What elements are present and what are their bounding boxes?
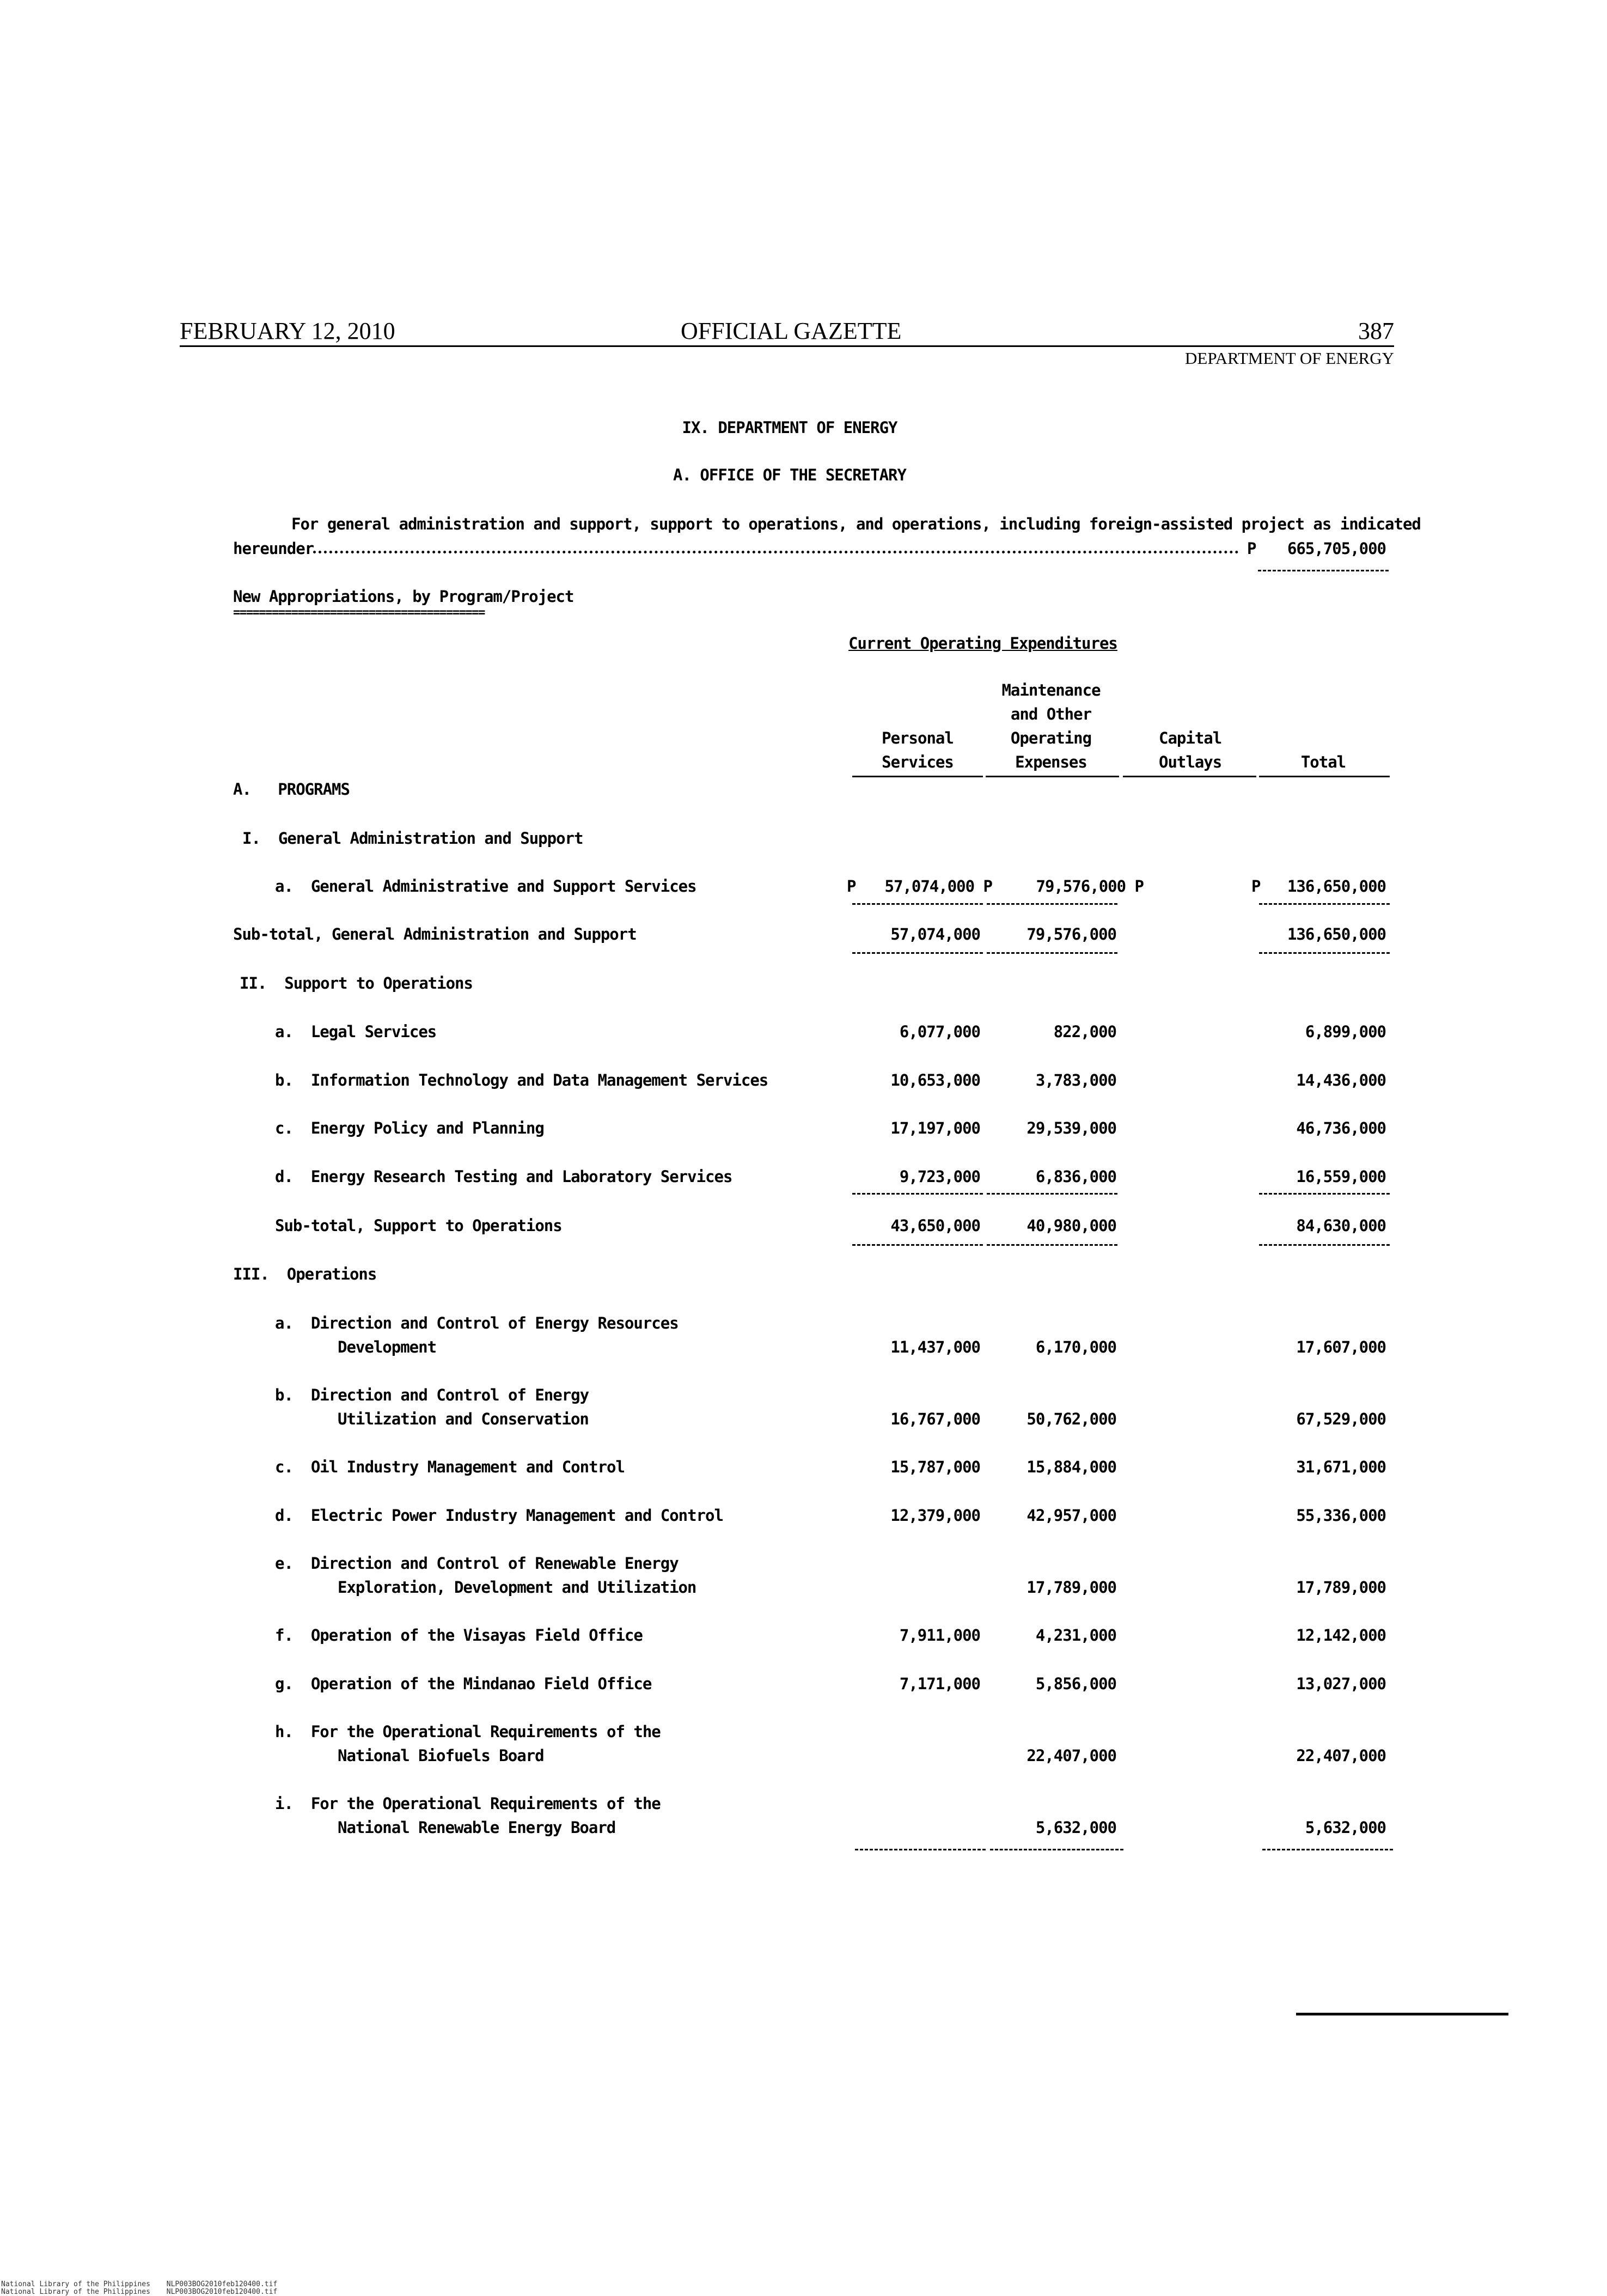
- intro-amount: 665,705,000: [1287, 539, 1386, 558]
- sto-row-ps: 6,077,000: [899, 1022, 980, 1041]
- column-mooe-line1: Maintenance: [1001, 681, 1101, 699]
- footer-line-1: [1, 2280, 277, 2288]
- sto-subtotal-rule-total: [1259, 1244, 1390, 1246]
- ops-row-label: i. For the Operational Requirements of the: [275, 1794, 661, 1813]
- intro-peso: P: [1247, 539, 1256, 558]
- scan-mark: [1296, 2013, 1508, 2015]
- header-page-number: 387: [1358, 318, 1394, 344]
- ops-row-label-cont: Exploration, Development and Utilization: [338, 1578, 696, 1597]
- ops-row-mooe: 22,407,000: [1026, 1746, 1116, 1765]
- ops-row-label: f. Operation of the Visayas Field Office: [275, 1626, 643, 1645]
- sto-row-label: b. Information Technology and Data Management Services: [275, 1071, 768, 1089]
- gas-item-rule-mooe: [987, 903, 1117, 905]
- sto-row-mooe: 822,000: [1053, 1022, 1116, 1041]
- header-department: DEPARTMENT OF ENERGY: [1185, 349, 1394, 368]
- sto-subtotal-ps: 43,650,000: [890, 1216, 980, 1235]
- ops-row-total: 17,789,000: [1296, 1578, 1386, 1597]
- ops-row-label-cont: Development: [338, 1338, 437, 1356]
- ops-row-label-cont: Utilization and Conservation: [338, 1410, 589, 1428]
- sto-subtotal-rule-ps: [852, 1244, 983, 1246]
- ops-heading: III. Operations: [233, 1265, 377, 1283]
- gas-item-rule-ps: [852, 903, 983, 905]
- footer-library: National Library of the Philippines: [1, 2288, 150, 2296]
- header-rule: [180, 345, 1394, 347]
- ops-row-label: g. Operation of the Mindanao Field Office: [275, 1674, 652, 1693]
- ops-row-ps: 15,787,000: [890, 1458, 980, 1476]
- ops-row-label: d. Electric Power Industry Management and Control: [275, 1506, 723, 1525]
- footer-file: NLP003BOG2010feb120400.tif: [166, 2280, 278, 2288]
- gas-item-ps: 57,074,000 P: [884, 877, 992, 896]
- ops-row-ps: 7,911,000: [899, 1626, 980, 1645]
- gas-item-total: 136,650,000: [1287, 877, 1386, 896]
- ops-row-mooe: 15,884,000: [1026, 1458, 1116, 1476]
- ops-row-total: 31,671,000: [1296, 1458, 1386, 1476]
- sto-row-ps: 9,723,000: [899, 1167, 980, 1186]
- ops-row-total: 5,632,000: [1305, 1818, 1386, 1837]
- sto-row-total: 46,736,000: [1296, 1119, 1386, 1137]
- column-mooe-line3: Operating: [1010, 729, 1092, 747]
- column-total-rule: [1259, 776, 1390, 777]
- ops-row-ps: 12,379,000: [890, 1506, 980, 1525]
- section-title: New Appropriations, by Program/Project: [233, 587, 574, 606]
- gas-item-label: a. General Administrative and Support Services: [275, 877, 696, 896]
- ops-row-mooe: 4,231,000: [1035, 1626, 1116, 1645]
- column-mooe-line2: and Other: [1010, 705, 1092, 723]
- sto-row-mooe: 6,836,000: [1035, 1167, 1116, 1186]
- ops-row-total: 22,407,000: [1296, 1746, 1386, 1765]
- gas-subtotal-rule-ps: [852, 952, 983, 954]
- gas-subtotal-rule-mooe: [987, 952, 1117, 954]
- ops-row-label: e. Direction and Control of Renewable Energy: [275, 1554, 679, 1573]
- sto-row-ps: 10,653,000: [890, 1071, 980, 1089]
- ops-row-ps: 16,767,000: [890, 1410, 980, 1428]
- ops-row-mooe: 17,789,000: [1026, 1578, 1116, 1597]
- footer-line-2: [1, 2288, 277, 2296]
- gas-heading: I. General Administration and Support: [242, 829, 583, 848]
- ops-row-ps: 11,437,000: [890, 1338, 980, 1356]
- header-date: FEBRUARY 12, 2010: [180, 318, 395, 344]
- sto-row-label: c. Energy Policy and Planning: [275, 1119, 544, 1137]
- ops-end-rule-ps: [855, 1849, 986, 1850]
- intro-line-1: For general administration and support, support to operations, and operations, including foreign-assisted project as indicated: [291, 515, 1421, 533]
- ops-row-mooe: 5,856,000: [1035, 1674, 1116, 1693]
- ops-row-label: b. Direction and Control of Energy: [275, 1386, 589, 1404]
- ops-row-total: 17,607,000: [1296, 1338, 1386, 1356]
- gas-item-peso-total: P: [1251, 877, 1261, 896]
- ops-row-label-cont: National Renewable Energy Board: [338, 1818, 616, 1837]
- ops-row-total: 67,529,000: [1296, 1410, 1386, 1428]
- column-ps-line1: Personal: [882, 729, 954, 747]
- sto-row-mooe: 29,539,000: [1026, 1119, 1116, 1137]
- sto-row-ps: 17,197,000: [890, 1119, 980, 1137]
- sto-row-total: 16,559,000: [1296, 1167, 1386, 1186]
- column-ps-line2: Services: [882, 753, 954, 771]
- gas-subtotal-total: 136,650,000: [1287, 925, 1386, 943]
- column-mooe-line4: Expenses: [1015, 753, 1087, 771]
- ops-row-total: 12,142,000: [1296, 1626, 1386, 1645]
- column-total: Total: [1300, 753, 1346, 771]
- gas-item-rule-total: [1259, 903, 1390, 905]
- header-publication: OFFICIAL GAZETTE: [681, 318, 902, 344]
- gas-subtotal-rule-total: [1259, 952, 1390, 954]
- ops-row-total: 55,336,000: [1296, 1506, 1386, 1525]
- gas-subtotal-ps: 57,074,000: [890, 925, 980, 943]
- ops-row-label: h. For the Operational Requirements of the: [275, 1722, 661, 1741]
- sto-row-label: d. Energy Research Testing and Laboratory Services: [275, 1167, 732, 1186]
- intro-leader-dots: [313, 551, 1239, 553]
- sto-row-total: 14,436,000: [1296, 1071, 1386, 1089]
- sto-row-label: a. Legal Services: [275, 1022, 437, 1041]
- ops-row-mooe: 42,957,000: [1026, 1506, 1116, 1525]
- gas-subtotal-mooe: 79,576,000: [1026, 925, 1116, 943]
- sto-subtotal-rule-mooe: [987, 1244, 1117, 1246]
- ops-row-label: c. Oil Industry Management and Control: [275, 1458, 625, 1476]
- footer-library: National Library of the Philippines: [1, 2280, 150, 2288]
- intro-lead: hereunder: [233, 539, 314, 558]
- gas-subtotal-label: Sub-total, General Administration and Support: [233, 925, 637, 943]
- sto-items-rule-ps: [852, 1193, 983, 1195]
- section-underline: =======================================: [233, 606, 485, 619]
- sto-subtotal-total: 84,630,000: [1296, 1216, 1386, 1235]
- ops-row-ps: 7,171,000: [899, 1674, 980, 1693]
- ops-row-mooe: 5,632,000: [1035, 1818, 1116, 1837]
- sto-row-total: 6,899,000: [1305, 1022, 1386, 1041]
- column-ps-rule: [852, 776, 983, 777]
- column-co-line1: Capital: [1159, 729, 1222, 747]
- intro-line-2: [233, 539, 314, 558]
- programs-label: A. PROGRAMS: [233, 780, 350, 799]
- sto-heading: II. Support to Operations: [240, 974, 473, 992]
- intro-amount-rule: [1258, 570, 1389, 571]
- department-title: IX. DEPARTMENT OF ENERGY: [682, 418, 897, 437]
- office-title: A. OFFICE OF THE SECRETARY: [673, 466, 906, 484]
- gas-item-peso-ps: P: [847, 877, 856, 896]
- ops-row-label: a. Direction and Control of Energy Resources: [275, 1314, 679, 1332]
- ops-row-label-cont: National Biofuels Board: [338, 1746, 544, 1765]
- sto-subtotal-label: Sub-total, Support to Operations: [275, 1216, 562, 1235]
- column-group-header: Current Operating Expenditures: [848, 634, 1117, 653]
- ops-end-rule-total: [1262, 1849, 1393, 1850]
- sto-subtotal-mooe: 40,980,000: [1026, 1216, 1116, 1235]
- ops-end-rule-mooe: [990, 1849, 1123, 1850]
- sto-row-mooe: 3,783,000: [1035, 1071, 1116, 1089]
- footer-file: NLP003BOG2010feb120400.tif: [166, 2288, 278, 2296]
- gas-item-mooe: 79,576,000 P: [1036, 877, 1144, 896]
- ops-row-mooe: 50,762,000: [1026, 1410, 1116, 1428]
- column-co-line2: Outlays: [1159, 753, 1222, 771]
- sto-items-rule-total: [1259, 1193, 1390, 1195]
- column-co-rule: [1123, 776, 1256, 777]
- ops-row-total: 13,027,000: [1296, 1674, 1386, 1693]
- ops-row-mooe: 6,170,000: [1035, 1338, 1116, 1356]
- sto-items-rule-mooe: [987, 1193, 1117, 1195]
- column-mooe-rule: [986, 776, 1119, 777]
